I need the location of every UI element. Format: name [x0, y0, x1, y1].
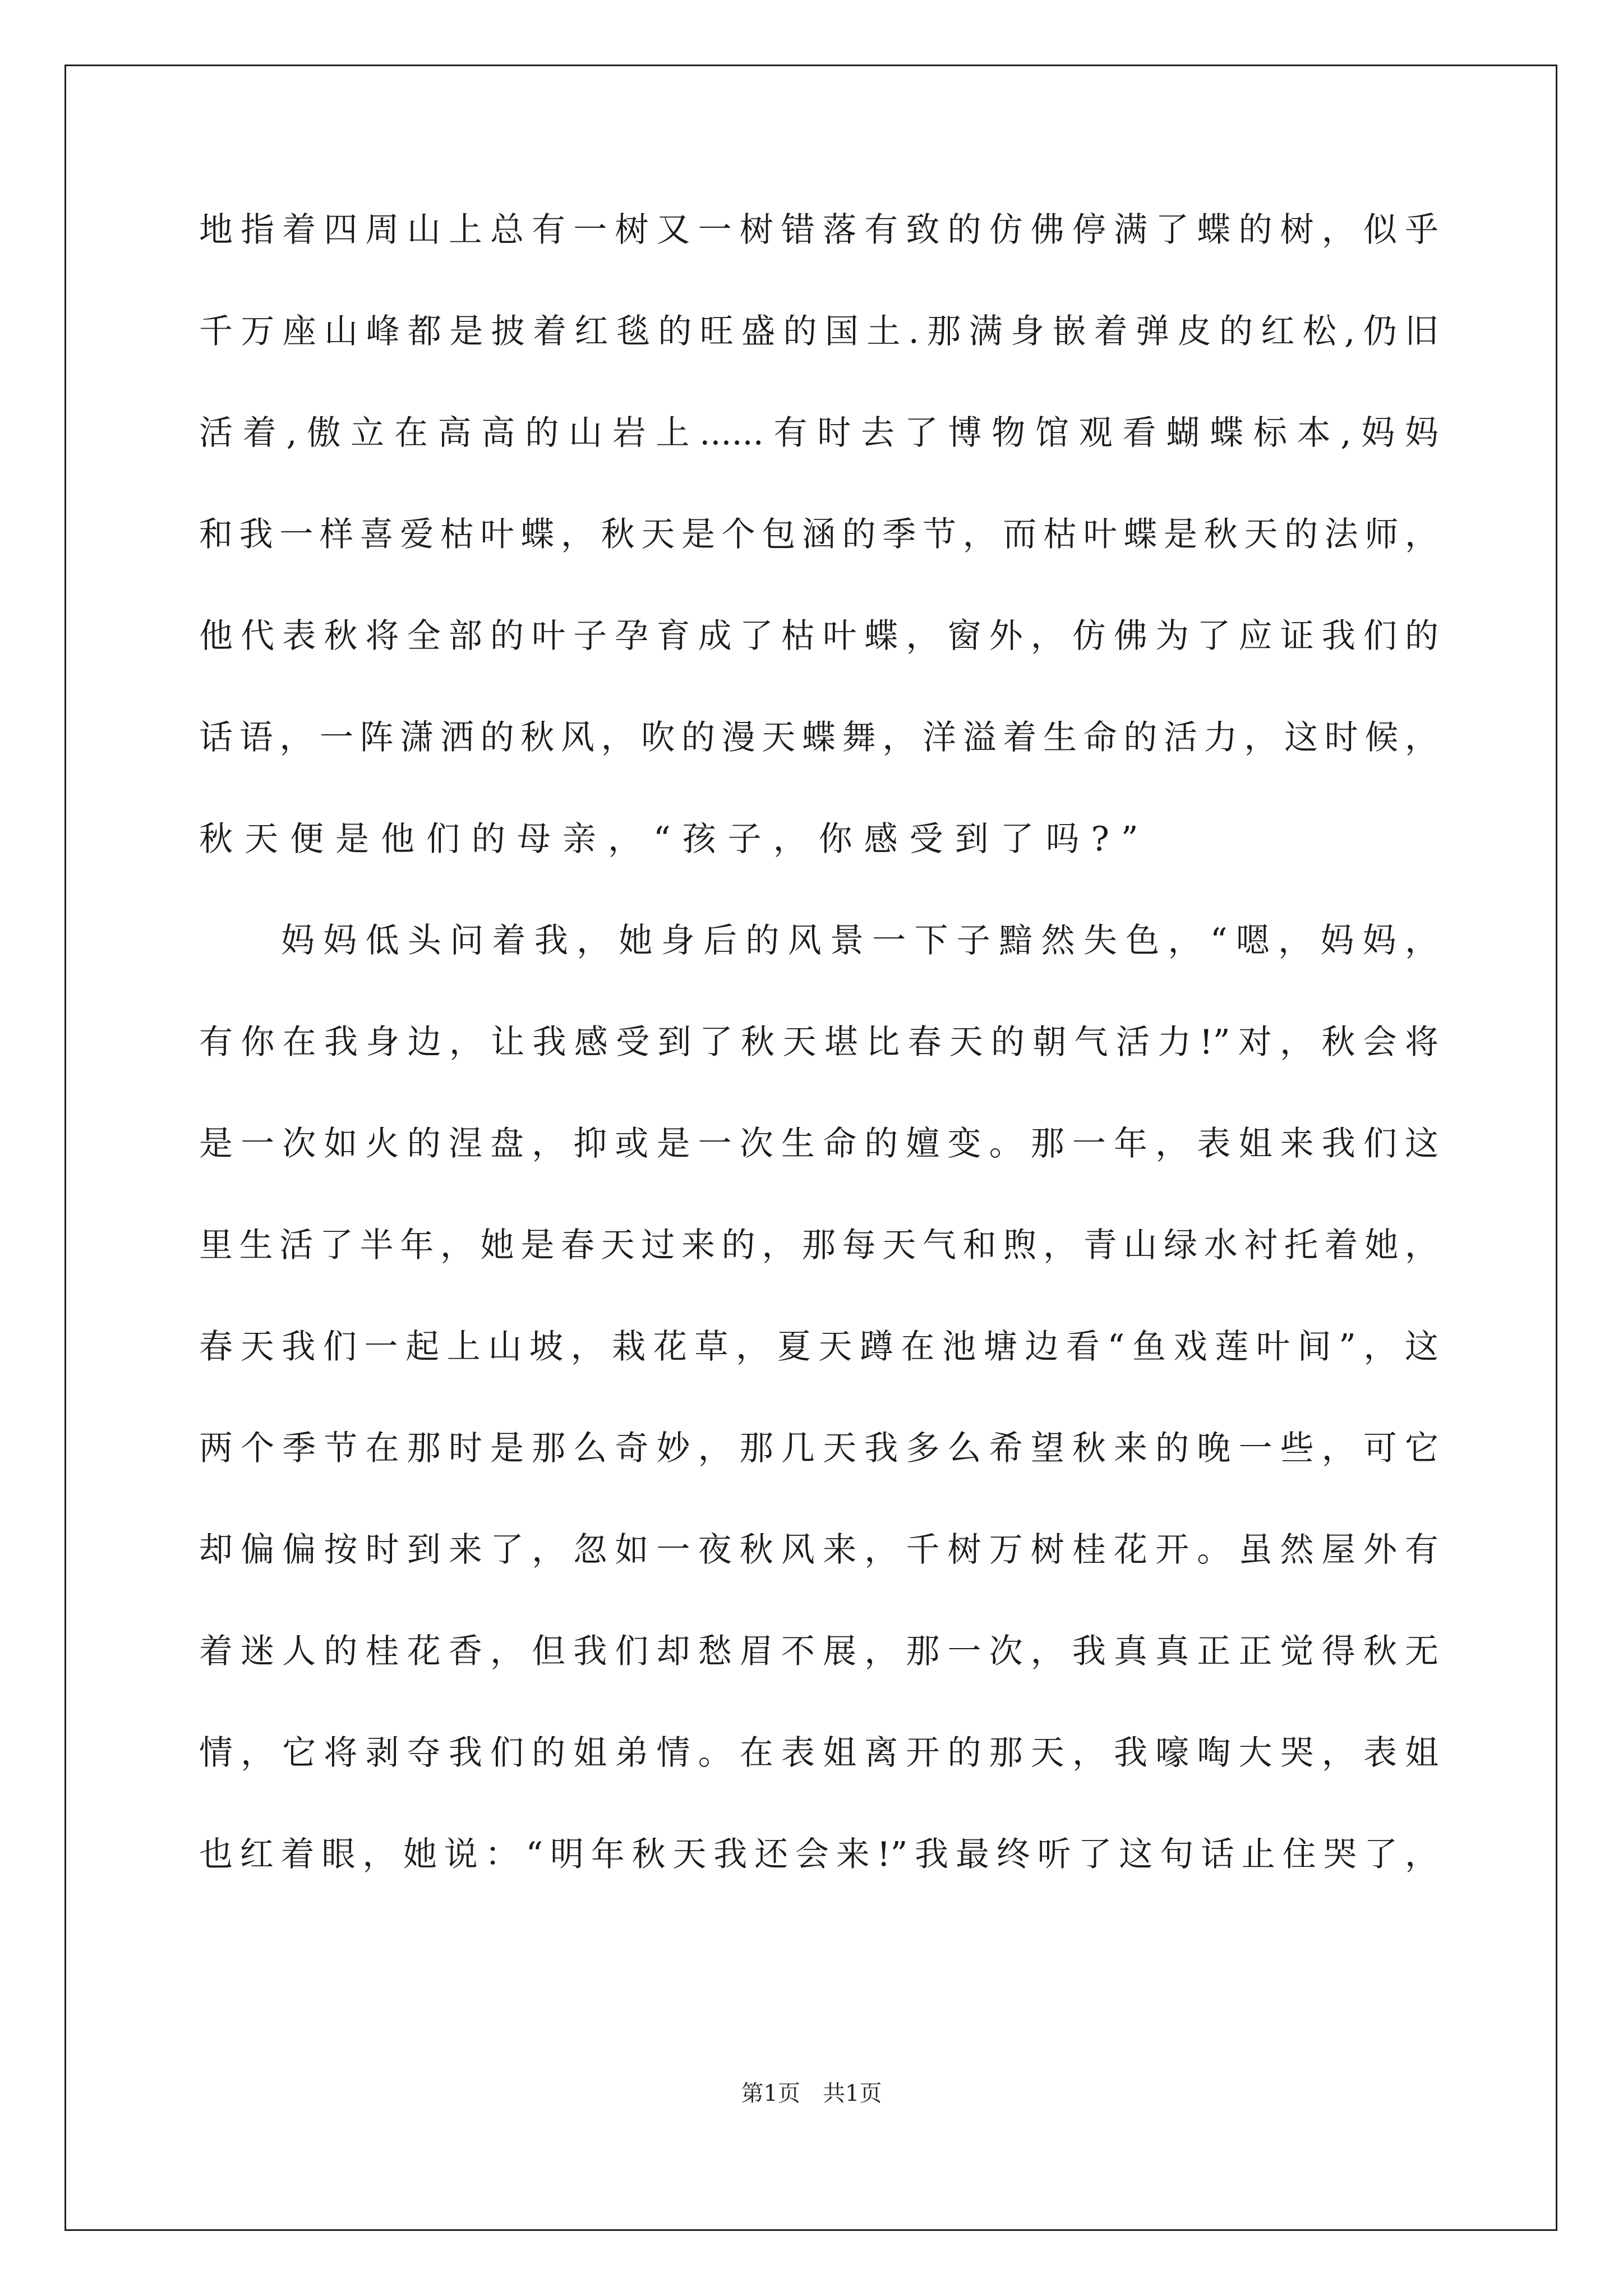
text-line — [199, 1835, 1438, 1939]
line-text: 妈妈低头问着我，她身后的风景一下子黯然失色，“嗯，妈妈， — [281, 921, 1438, 960]
line-text: 话语，一阵潇洒的秋风，吹的漫天蝶舞，洋溢着生命的活力，这时候， — [199, 718, 1438, 757]
line-text: 是一次如火的涅盘，抑或是一次生命的嬗变。那一年，表姐来我们这 — [199, 1124, 1438, 1163]
page-footer: 第1页 共1页 — [741, 2081, 882, 2106]
line-text: 却偏偏按时到来了，忽如一夜秋风来，千树万树桂花开。虽然屋外有 — [199, 1530, 1438, 1570]
text-line — [199, 312, 1438, 416]
line-text: 活着,傲立在高高的山岩上......有时去了博物馆观看蝴蝶标本,妈妈 — [199, 413, 1438, 453]
text-line — [199, 210, 1438, 315]
line-text: 着迷人的桂花香，但我们却愁眉不展，那一次，我真真正正觉得秋无 — [199, 1632, 1438, 1671]
text-line — [199, 515, 1438, 619]
text-line — [199, 718, 1438, 822]
text-line — [199, 1429, 1438, 1533]
text-line — [199, 822, 1438, 924]
line-text: 两个季节在那时是那么奇妙，那几天我多么希望秋来的晚一些，可它 — [199, 1429, 1438, 1468]
line-text: 有你在我身边，让我感受到了秋天堪比春天的朝气活力!”对，秋会将 — [199, 1023, 1438, 1062]
line-text: 也红着眼，她说：“明年秋天我还会来!”我最终听了这句话止住哭了， — [199, 1835, 1438, 1874]
line-text: 地指着四周山上总有一树又一树错落有致的仿佛停满了蝶的树，似乎 — [199, 210, 1438, 250]
text-line — [199, 413, 1438, 518]
text-line — [199, 1733, 1438, 1838]
text-line — [199, 1025, 1438, 1127]
line-text: 秋天便是他们的母亲，“孩子，你感受到了吗?” — [199, 820, 1150, 859]
text-line — [199, 616, 1438, 721]
line-text: 和我一样喜爱枯叶蝶，秋天是个包涵的季节，而枯叶蝶是秋天的法师， — [199, 515, 1438, 554]
text-line — [199, 1327, 1438, 1432]
text-line — [199, 1124, 1438, 1228]
text-line — [199, 1228, 1438, 1330]
line-text: 春天我们一起上山坡，栽花草，夏天蹲在池塘边看“鱼戏莲叶间”，这 — [199, 1327, 1438, 1366]
text-line — [199, 921, 1438, 1025]
line-text: 千万座山峰都是披着红毯的旺盛的国土.那满身嵌着弹皮的红松,仍旧 — [199, 312, 1438, 351]
text-line — [199, 1530, 1438, 1635]
essay-body — [199, 210, 1438, 1939]
line-text: 里生活了半年，她是春天过来的，那每天气和煦，青山绿水衬托着她， — [199, 1226, 1438, 1265]
line-text: 情，它将剥夺我们的姐弟情。在表姐离开的那天，我嚎啕大哭，表姐 — [199, 1733, 1438, 1773]
text-line — [199, 1632, 1438, 1736]
line-text: 他代表秋将全部的叶子孕育成了枯叶蝶，窗外，仿佛为了应证我们的 — [199, 616, 1438, 656]
